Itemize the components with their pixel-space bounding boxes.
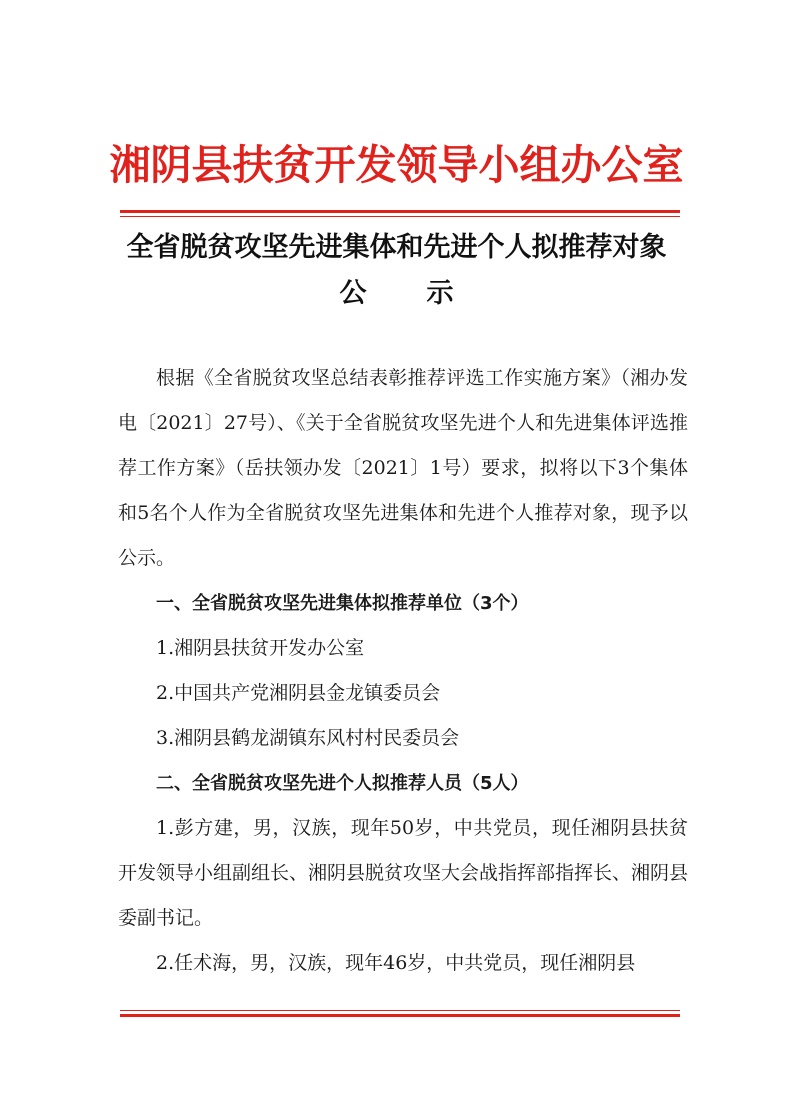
collective-item: 1.湘阴县扶贫开发办公室 bbox=[156, 637, 365, 659]
document-title: 全省脱贫攻坚先进集体和先进个人拟推荐对象 bbox=[126, 232, 667, 263]
section1-heading: 一、全省脱贫攻坚先进集体拟推荐单位（3个） bbox=[156, 593, 529, 614]
intro-paragraph: 根据《全省脱贫攻坚总结表彰推荐评选工作实施方案》（湘办发电〔2021〕27号）、《关于全省脱贫攻坚先进个人和先进集体评选推荐工作方案》（岳扶领办发〔2021〕1号）要求，拟将以下3个集体和5名个人作为全省脱贫攻坚先进集体和先进个人推荐对象，现予以公示。 bbox=[118, 367, 688, 569]
footer-rule-thin bbox=[120, 1010, 680, 1011]
individual-item: 1.彭方建，男，汉族，现年50岁，中共党员，现任湘阴县扶贫开发领导小组副组长、湘阴县脱贫攻坚大会战指挥部指挥长、湘阴县委副书记。 bbox=[118, 817, 689, 929]
document-subtitle: 公示 bbox=[339, 278, 514, 309]
individual-item: 2.任术海，男，汉族，现年46岁，中共党员，现任湘阴县 bbox=[156, 952, 636, 974]
header-rule-thick bbox=[120, 210, 680, 213]
organization-header: 湘阴县扶贫开发领导小组办公室 bbox=[109, 141, 684, 189]
footer-rule-thick bbox=[120, 1014, 680, 1017]
section2-heading: 二、全省脱贫攻坚先进个人拟推荐人员（5人） bbox=[156, 773, 529, 794]
collective-item: 3.湘阴县鹤龙湖镇东风村村民委员会 bbox=[156, 727, 460, 749]
collective-item: 2.中国共产党湘阴县金龙镇委员会 bbox=[156, 682, 441, 704]
document-body bbox=[118, 356, 688, 986]
header-rule-thin bbox=[120, 216, 680, 217]
